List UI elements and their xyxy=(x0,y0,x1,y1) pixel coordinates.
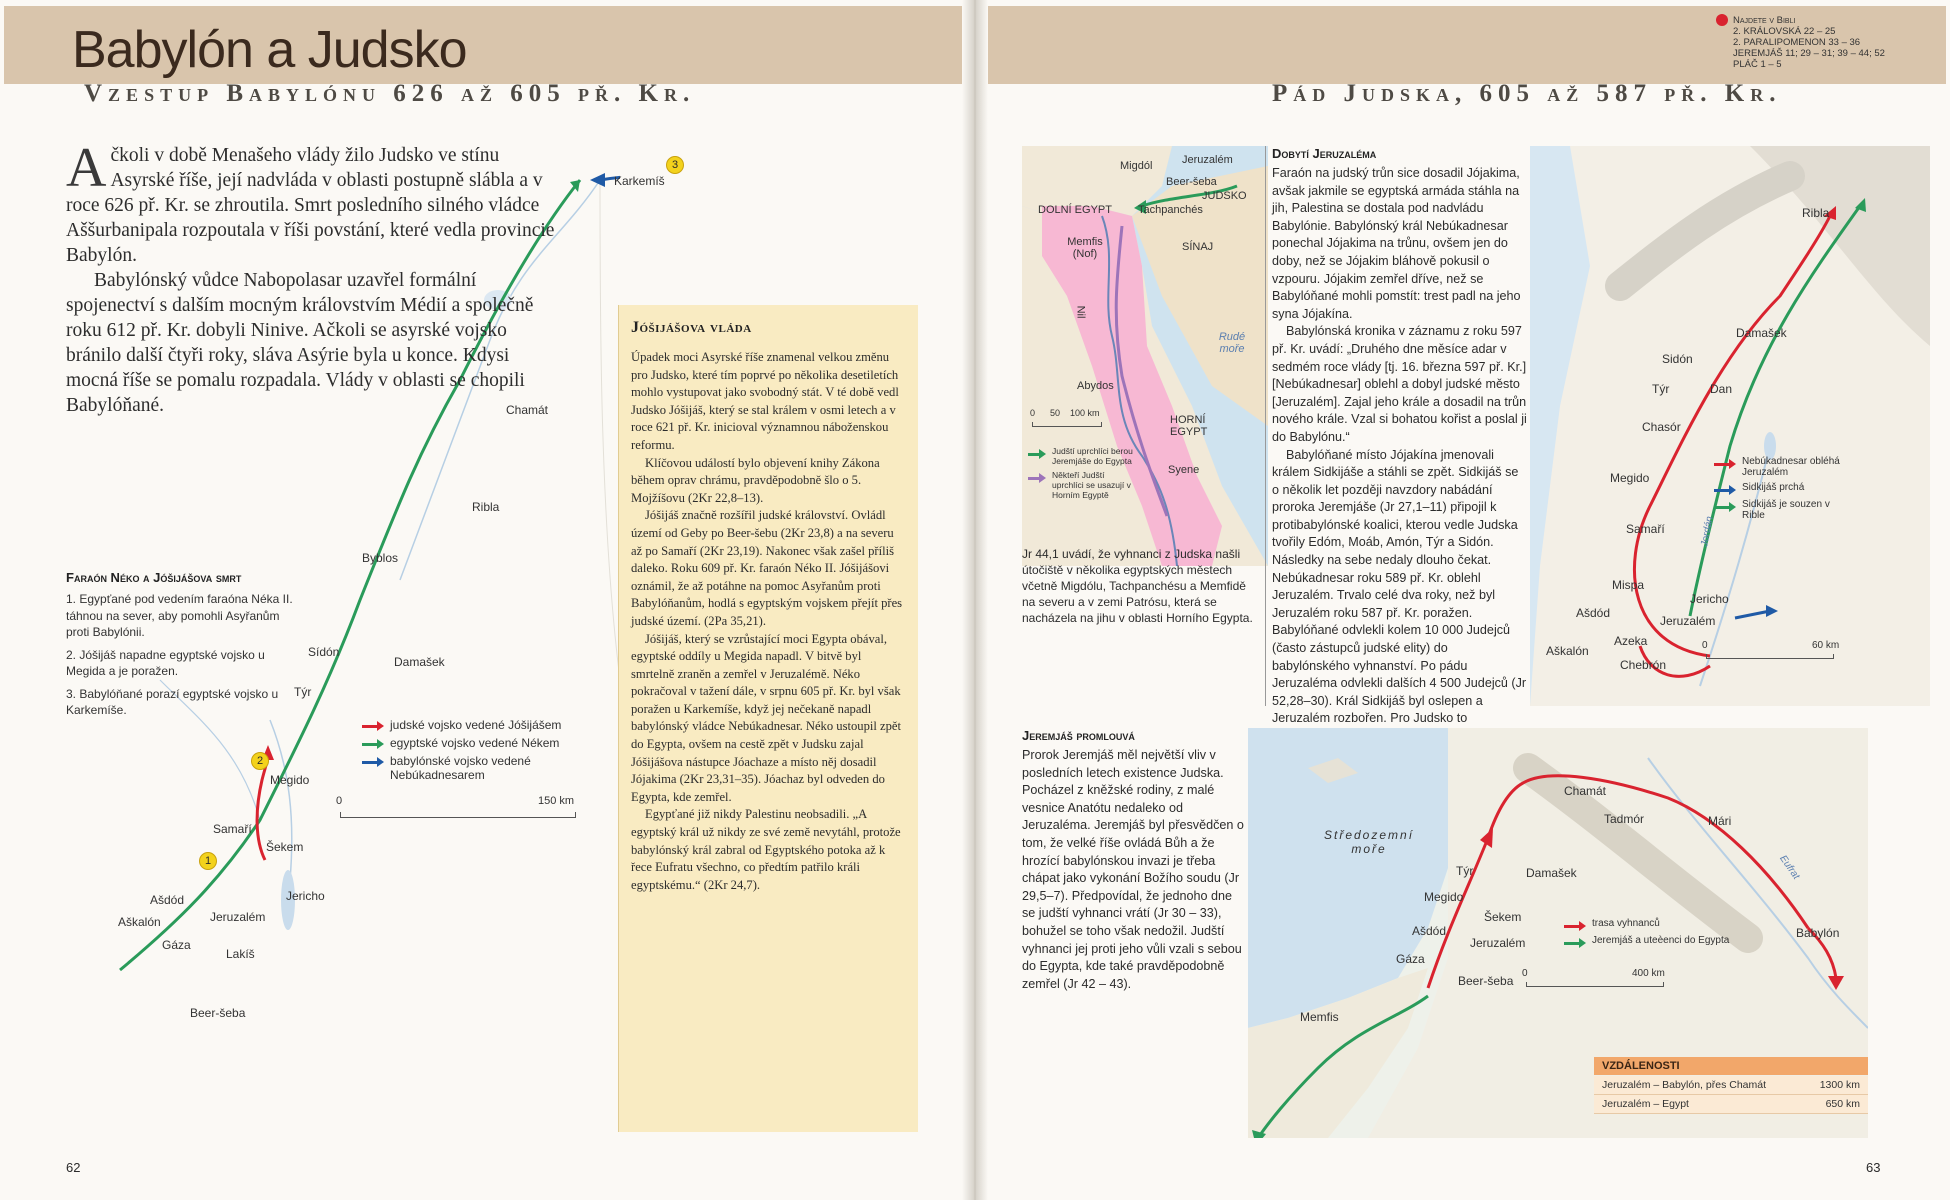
map-label-askalon: Aškalón xyxy=(118,915,161,929)
intro-paragraph-1: čkoli v době Menašeho vlády žilo Judsko ve stínu Asyrské říše, její nadvláda v oblasti postupně slábla a v roce 626 př. Kr. se zhroutila. Smrt posledního silného vládce Aššurbanipala rozpoutala v říši povstání, které vedla provincie Babylón. xyxy=(66,145,555,266)
distances-heading: VZDÁLENOSTI xyxy=(1594,1057,1868,1075)
siege-label-samari: Samaří xyxy=(1626,522,1665,536)
siege-label-megido: Megido xyxy=(1610,471,1650,485)
bible-ref-line: 2. KRÁLOVSKÁ 22 – 25 xyxy=(1733,26,1836,37)
egypt-label-memfis: Memfis (Nof) xyxy=(1067,236,1103,260)
map-label-tyr: Týr xyxy=(294,685,312,699)
egypt-label-dolni-egypt: DOLNÍ EGYPT xyxy=(1038,204,1112,216)
exile-label-beer-seba: Beer-šeba xyxy=(1458,974,1514,988)
map-egypt xyxy=(1022,146,1268,566)
legend-label: Judští uprchlíci berou Jeremjáše do Egypta xyxy=(1052,446,1133,466)
egypt-label-sinaj: SÍNAJ xyxy=(1182,241,1214,253)
table-row xyxy=(1594,1076,1868,1095)
siege-label-dan: Dan xyxy=(1710,382,1733,396)
egypt-label-horni-egypt: HORNÍ EGYPT xyxy=(1170,414,1208,438)
page-title: Babylón a Judsko xyxy=(72,21,467,79)
bible-ref-line: PLÁČ 1 – 5 xyxy=(1733,59,1782,70)
egypt-label-abydos: Abydos xyxy=(1077,380,1114,392)
jeremiah-section xyxy=(1022,728,1248,993)
siege-scale-end: 60 km xyxy=(1812,640,1840,651)
exile-scale-end: 400 km xyxy=(1632,968,1665,979)
map-label-sekem: Šekem xyxy=(266,840,304,854)
legend-label: babylónské vojsko vedené Nebúkadnesarem xyxy=(390,754,531,782)
distances-table xyxy=(1594,1076,1868,1114)
intro-paragraph-2: Babylónský vůdce Nabopolasar uzavřel formální spojenectví s dalším mocným královstvím Médií a společně roku 612 př. Kr. dobyli Ninive. Ačkoli se asyrské vojsko bránilo další čtyři roky, sláva Asýrie byla u konce. Kdysi mocná říše se pomalu rozpadala. Vlády v oblasti se chopili Babylóňané. xyxy=(66,270,534,416)
siege-label-mispa: Mispa xyxy=(1612,578,1645,592)
legend-row xyxy=(1714,482,1844,495)
siege-label-ribla: Ribla xyxy=(1802,206,1830,220)
jerusalem-section xyxy=(1272,146,1528,746)
table-row xyxy=(1594,1095,1868,1114)
exile-legend xyxy=(1564,918,1764,952)
egypt-scale-0: 0 xyxy=(1030,408,1036,418)
map-label-beer-seba: Beer-šeba xyxy=(190,1006,246,1020)
josiah-paragraph: Jóšijáš značně rozšířil judské království. Ovládl území od Geby po Beer-šebu (2Kr 23,8) a na severu až po Samaří (2Kr 23,19). Nakonec však zašel příliš daleko. Roku 609 př. Kr. faraón Néko II. Jóšijášovi oznámil, že až potáhne na pomoc Asyřanům proti Babylóňanům, hodlá s egyptským vojskem přejít přes judské území. (2Pa 35,21). xyxy=(631,508,903,628)
egypt-label-rude-more: Rudé moře xyxy=(1218,331,1246,355)
arrow-icon xyxy=(1714,502,1736,512)
marker-3-label: 3 xyxy=(671,159,679,171)
legend-row xyxy=(362,718,582,732)
intro-text xyxy=(66,137,556,418)
map1-scale-bar xyxy=(340,812,576,818)
distance-value: 650 km xyxy=(1803,1095,1868,1114)
exile-scale-bar xyxy=(1526,982,1664,987)
exile-label-tadmor: Tadmór xyxy=(1604,812,1645,826)
bible-ref-line: 2. PARALIPOMENON 33 – 36 xyxy=(1733,37,1861,48)
map-label-byblos: Byblos xyxy=(362,551,399,565)
siege-label-jeruzalem: Jeruzalém xyxy=(1660,614,1716,628)
josiah-paragraph: Egypťané již nikdy Palestinu neobsadili. „A egyptský král už nikdy ze své země nevytáhl, protože babylónský král zabral od Egyptského potoka až k řece Eufratu všechno, co předtím patřilo králi egyptskému.“ (2Kr 24,7). xyxy=(631,807,901,892)
siege-label-askalon: Aškalón xyxy=(1546,644,1589,658)
exile-label-memfis: Memfis xyxy=(1300,1010,1339,1024)
siege-label-tyr: Týr xyxy=(1652,382,1670,396)
egypt-caption: Jr 44,1 uvádí, že vyhnanci z Judska našli útočiště v několika egyptských městech včetně Migdólu, Tachpanchésu a Memfidě na severu a v zemi Patrósu, která se nacházela na jihu v oblasti Horního Egypta. xyxy=(1022,547,1253,625)
bible-references xyxy=(1716,14,1946,70)
jeremiah-heading: Jeremjáš promlouvá xyxy=(1022,728,1135,743)
bible-refs-heading: Najdete v Bibli xyxy=(1733,14,1796,26)
legend-row xyxy=(362,754,582,782)
exile-label-tyr: Týr xyxy=(1456,864,1474,878)
legend-label: Sidkijáš je souzen v Rible xyxy=(1742,499,1830,521)
column-divider xyxy=(1265,146,1266,706)
exile-label-gaza: Gáza xyxy=(1396,952,1425,966)
bible-ref-line: JEREMJÁŠ 11; 29 – 31; 39 – 44; 52 xyxy=(1733,48,1885,59)
distance-route: Jeruzalém – Egypt xyxy=(1594,1095,1803,1114)
map1-legend xyxy=(362,718,582,786)
egypt-scale-50: 50 xyxy=(1050,408,1061,418)
marker-1 xyxy=(199,852,217,870)
egypt-label-syene: Syene xyxy=(1168,464,1200,476)
siege-scale-start: 0 xyxy=(1702,640,1708,651)
egypt-legend xyxy=(1028,446,1138,504)
exile-label-asdod: Ašdód xyxy=(1412,924,1447,938)
arrow-icon xyxy=(1714,485,1736,495)
legend-label: Jeremjáš a uteèenci do Egypta xyxy=(1592,935,1730,946)
legend-row xyxy=(1028,446,1138,466)
neko-item-3: 3. Babylóňané porazí egyptské vojsko u Karkemíše. xyxy=(66,686,279,717)
map-label-karkemis: Karkemíš xyxy=(614,174,665,188)
legend-label: Nebúkadnesar obléhá Jeruzalém xyxy=(1742,456,1840,478)
arrow-icon xyxy=(1028,449,1046,459)
marker-1-label: 1 xyxy=(204,855,212,867)
map-label-sidon: Sídón xyxy=(308,645,340,659)
map-siege xyxy=(1530,146,1930,706)
egypt-label-beer-seba: Beer-šeba xyxy=(1166,176,1217,188)
map-label-lakis: Lakíš xyxy=(226,947,255,961)
josiah-paragraph: Jóšijáš, který se vzrůstající moci Egypta obával, egyptské oddíly u Megida napadl. V bitvě byl smrtelně zraněn a zemřel v Jeruzalémě. Néko pokračoval v tažení dále, v srpnu 605 př. Kr. byl však poražen u Karkemíše, když jej nečekaně napadl babylónský vládce Nebúkadnesar. Néko ustoupil zpět do Egypta, ovšem na cestě zpět v Judsku zajal Jóšijášova nástupce Jóachaze a místo něj dosadil Jójakima (2Kr 23,31–35). Jóachaz byl odveden do Egypta, kde zemřel. xyxy=(631,631,901,804)
map-label-chamat: Chamát xyxy=(506,403,549,417)
exile-label-babylon: Babylón xyxy=(1796,926,1840,940)
distance-value: 1300 km xyxy=(1803,1076,1868,1095)
siege-label-damasek: Damašek xyxy=(1736,326,1787,340)
bible-refs-dot-icon xyxy=(1716,14,1728,26)
legend-label: egyptské vojsko vedené Nékem xyxy=(390,736,560,750)
right-subtitle: Pád Judska, 605 až 587 př. Kr. xyxy=(1272,80,1782,107)
siege-label-jericho: Jericho xyxy=(1690,592,1729,606)
exile-scale-start: 0 xyxy=(1522,968,1528,979)
exile-label-jeruzalem: Jeruzalém xyxy=(1470,936,1526,950)
egypt-label-judsko: JUDSKO xyxy=(1202,190,1247,202)
arrow-icon xyxy=(1564,938,1586,948)
siege-legend xyxy=(1714,456,1844,525)
neko-item-2: 2. Jóšijáš napadne egyptské vojsko u Megida a je poražen. xyxy=(66,647,265,678)
jerusalem-heading: Dobytí Jeruzaléma xyxy=(1272,146,1377,161)
siege-label-chebron: Chebrón xyxy=(1620,658,1667,672)
egypt-label-migdol: Migdól xyxy=(1120,160,1153,172)
page-number-right: 63 xyxy=(1866,1160,1881,1175)
legend-row xyxy=(362,736,582,750)
arrow-icon xyxy=(1028,473,1046,483)
arrow-icon xyxy=(1564,921,1586,931)
josiah-paragraph: Klíčovou událostí bylo objevení knihy Zákona během oprav chrámu, pravděpodobně šlo o 5. Mojžíšovu (2Kr 22,8–13). xyxy=(631,455,880,505)
map-label-asdod: Ašdód xyxy=(150,893,185,907)
map-label-damasek: Damašek xyxy=(394,655,445,669)
jerusalem-paragraph: Faraón na judský trůn sice dosadil Jójakima, avšak jakmile se egyptská armáda stáhla na jih, Palestina se dostala pod nadvládu Babylónie. Babylónský král Nebúkadnesar ponechal Jójakima na trůnu, ovšem jen do doby, než se Jójakim bláhově pokusil o vzpouru. Jójakim zemřel dříve, než se Babylóňané mohli pomstít: trest padl na jeho syna Jójakína. xyxy=(1272,166,1521,321)
siege-label-chasor: Chasór xyxy=(1642,420,1681,434)
map-label-samari: Samaří xyxy=(213,822,252,836)
arrow-icon xyxy=(362,757,384,767)
map-label-jeruzalem: Jeruzalém xyxy=(210,910,266,924)
legend-row xyxy=(1564,918,1764,931)
exile-label-chamat: Chamát xyxy=(1564,784,1607,798)
egypt-label-jeruzalem: Jeruzalém xyxy=(1182,154,1233,166)
marker-3 xyxy=(666,156,684,174)
marker-2-label: 2 xyxy=(256,755,264,767)
book-gutter xyxy=(962,0,988,1200)
map1-scale-end: 150 km xyxy=(538,795,575,807)
legend-row xyxy=(1714,456,1844,478)
page-number-left: 62 xyxy=(66,1160,81,1175)
egypt-label-nil: Nil xyxy=(1074,305,1087,319)
egypt-label-tachpanches: Tachpanchés xyxy=(1138,204,1203,216)
josiah-sidebar-box xyxy=(618,305,918,1132)
arrow-icon xyxy=(362,739,384,749)
exile-label-stredozemni-more: Středozemní moře xyxy=(1324,828,1415,856)
marker-2 xyxy=(251,752,269,770)
legend-label: Sidkijáš prchá xyxy=(1742,482,1805,493)
distance-route: Jeruzalém – Babylón, přes Chamát xyxy=(1594,1076,1803,1095)
map1-scale-start: 0 xyxy=(336,795,343,807)
josiah-paragraph: Úpadek moci Asyrské říše znamenal velkou změnu pro Judsko, které tím poprvé po několika desetiletích mohlo vystupovat jako svobodný stát. V té době vedl Judsko Jóšijáš, který se stal králem v osmi letech a v roce 621 př. Kr. inicioval významnou náboženskou reformu. xyxy=(631,350,899,452)
exile-label-mari: Mári xyxy=(1708,814,1732,828)
legend-row xyxy=(1564,935,1764,948)
siege-label-asdod: Ašdód xyxy=(1576,606,1611,620)
legend-label: Někteří Judští uprchlíci se usazují v Horním Egyptě xyxy=(1052,470,1131,500)
neko-section xyxy=(66,570,296,719)
siege-label-azeka: Azeka xyxy=(1614,634,1648,648)
neko-item-1: 1. Egypťané pod vedením faraóna Néka II. táhnou na sever, aby pomohli Asyřanům proti Babylónii. xyxy=(66,592,293,639)
legend-row xyxy=(1028,470,1138,500)
siege-label-sidon: Sidón xyxy=(1662,352,1693,366)
siege-label-jordan: Jordán xyxy=(1699,515,1716,548)
intro-dropcap: A xyxy=(66,137,107,199)
egypt-scale-bar xyxy=(1032,422,1102,427)
jerusalem-paragraph: Babylóňané místo Jójakína jmenovali králem Sidkijáše a stáhli se zpět. Sidkijáš se o několik let později navzdory nabádání proroka Jeremjáše (Jr 27,1–11) připojil k protibabylónské koalici, kterou vedle Judska tvořily Edóm, Moáb, Amón, Týr a Sidón. Následky na sebe nedaly dlouho čekat. Nebúkadnesar roku 589 př. Kr. oblehl Jeruzalém. Trvalo celé dva roky, než byl Jeruzalém roku 587 př. Kr. poražen. Babylóňané odvlekli kolem 10 000 Judejců (často zástupců judské elity) do babylónského vyhnanství. Po pádu Jeruzaléma odvlekli dalších 4 500 Judejců (Jr 52,28–30). Král Sidkijáš byl oslepen a Jeruzalém rozbořen. Pro Judsko to xyxy=(1272,447,1527,726)
exile-label-sekem: Šekem xyxy=(1484,910,1522,924)
map-label-ribla: Ribla xyxy=(472,500,500,514)
map-label-megido: Megido xyxy=(270,773,310,787)
legend-row xyxy=(1714,499,1844,521)
exile-label-damasek: Damašek xyxy=(1526,866,1577,880)
exile-label-megido: Megido xyxy=(1424,890,1464,904)
josiah-heading: Jóšijášova vláda xyxy=(631,319,752,336)
arrow-icon xyxy=(362,721,384,731)
legend-label: trasa vyhnanců xyxy=(1592,918,1660,929)
neko-heading: Faraón Néko a Jóšijášova smrt xyxy=(66,570,242,585)
arrow-icon xyxy=(1714,459,1736,469)
egypt-scale-100: 100 km xyxy=(1070,408,1100,418)
exile-label-eufrat: Eufrat xyxy=(1777,853,1802,882)
siege-scale-bar xyxy=(1706,654,1834,659)
jeremiah-paragraph: Prorok Jeremjáš měl největší vliv v posledních letech existence Judska. Pocházel z kněžské rodiny, z malé vesnice Anatótu nedaleko od Jeruzaléma. Jeremjáš byl přesvědčen o tom, že velké říše ovládá Bůh a že hrozící babylónskou invazi je třeba chápat jako vykonání Božího soudu (Jr 29,5–7). Předpovídal, že jednoho dne se judští vyhnanci vrátí (Jr 30 – 33), bohužel se toho však nedožil. Judští vyhnanci jej proti jeho vůli vzali s sebou do Egypta, kde také pravděpodobně zemřel (Jr 42 – 43). xyxy=(1022,748,1244,991)
map-label-jericho: Jericho xyxy=(286,889,325,903)
jerusalem-paragraph: Babylónská kronika v záznamu z roku 597 př. Kr. uvádí: „Druhého dne měsíce adar v sedmém roce vlády [tj. 16. března 597 př. Kr.] [Nebúkadnesar] oblehl a dobyl judské město [Jeruzalém]. Zajal jeho krále a dosadil na trůn nového krále. Vzal si bohatou kořist a poslal ji do Babylónu.“ xyxy=(1272,324,1527,444)
left-subtitle: Vzestup Babylónu 626 až 605 př. Kr. xyxy=(84,80,696,107)
legend-label: judské vojsko vedené Jóšijášem xyxy=(390,718,562,732)
map-label-gaza: Gáza xyxy=(162,938,191,952)
